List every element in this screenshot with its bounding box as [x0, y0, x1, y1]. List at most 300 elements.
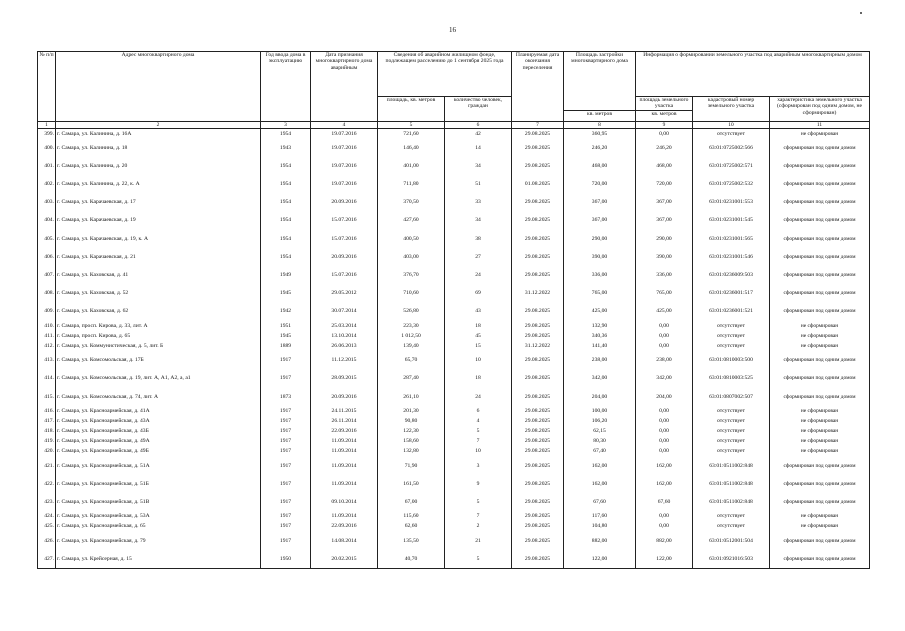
subheader-cadastral: кадастровый номер земельного участка: [693, 97, 770, 122]
cell-residents: 7: [445, 511, 512, 521]
cell-year: 1950: [261, 550, 311, 569]
cell-area: 400,50: [378, 230, 445, 248]
cell-residents: 51: [445, 175, 512, 193]
cell-row-number: 414.: [38, 369, 56, 387]
cell-address: г. Самара, ул. Калинина, д. 22, к. А: [56, 175, 261, 193]
table-row: [38, 369, 870, 387]
cell-land-area: 342,00: [636, 369, 693, 387]
cell-row-number: 422.: [38, 475, 56, 493]
cell-cadastral-number: 63:01:0810003:500: [693, 351, 770, 369]
cell-emergency-date: 11.09.2014: [311, 457, 378, 475]
cell-address: г. Самара, ул. Крейсерная, д. 15: [56, 550, 261, 569]
cell-building-area: 122,00: [564, 550, 636, 569]
cell-row-number: 412.: [38, 341, 56, 351]
cell-residents: 21: [445, 532, 512, 550]
cell-land-characteristic: не сформирован: [770, 521, 870, 531]
subheader-residents: количество человек, граждан: [445, 97, 512, 122]
cell-residents: 5: [445, 550, 512, 569]
column-number: 9: [636, 121, 693, 128]
cell-cadastral-number: отсутствует: [693, 416, 770, 426]
cell-row-number: 427.: [38, 550, 56, 569]
cell-year: 1954: [261, 193, 311, 211]
cell-cadastral-number: отсутствует: [693, 341, 770, 351]
table-row: [38, 475, 870, 493]
column-numbers-row: [38, 121, 870, 128]
cell-area: 201,30: [378, 406, 445, 416]
cell-area: 122,30: [378, 426, 445, 436]
cell-building-area: 67,60: [564, 493, 636, 511]
cell-emergency-date: 11.09.2014: [311, 511, 378, 521]
cell-building-area: 246,20: [564, 139, 636, 157]
cell-cadastral-number: отсутствует: [693, 331, 770, 341]
cell-building-area: 104,80: [564, 521, 636, 531]
cell-row-number: 413.: [38, 351, 56, 369]
cell-emergency-date: 20.09.2016: [311, 193, 378, 211]
cell-building-area: 100,00: [564, 406, 636, 416]
cell-area: 710,60: [378, 284, 445, 302]
cell-cadastral-number: 63:01:0231001:553: [693, 193, 770, 211]
cell-row-number: 403.: [38, 193, 56, 211]
cell-land-characteristic: сформирован под одним домом: [770, 493, 870, 511]
cell-row-number: 402.: [38, 175, 56, 193]
cell-address: г. Самара, просп. Кирова, д. 33, лит. А: [56, 321, 261, 331]
cell-area: 721,60: [378, 128, 445, 139]
table-row: [38, 341, 870, 351]
cell-residents: 9: [445, 475, 512, 493]
cell-relocation-end: 29.08.2025: [512, 532, 564, 550]
column-number: 10: [693, 121, 770, 128]
cell-building-area: 238,00: [564, 351, 636, 369]
cell-land-area: 0,00: [636, 331, 693, 341]
cell-year: 1954: [261, 230, 311, 248]
cell-row-number: 426.: [38, 532, 56, 550]
cell-building-area: 290,00: [564, 230, 636, 248]
cell-residents: 5: [445, 426, 512, 436]
cell-residents: 24: [445, 266, 512, 284]
cell-address: г. Самара, ул. Комсомольская, д. 74, лит. А: [56, 388, 261, 406]
cell-cadastral-number: 63:01:0236001:517: [693, 284, 770, 302]
cell-building-area: 62,15: [564, 426, 636, 436]
cell-row-number: 410.: [38, 321, 56, 331]
cell-emergency-date: 26.11.2014: [311, 416, 378, 426]
cell-building-area: 162,00: [564, 475, 636, 493]
cell-land-area: 67,60: [636, 493, 693, 511]
subheader-area: площадь, кв. метров: [378, 97, 445, 122]
cell-address: г. Самара, ул. Красноармейская, д. 43Б: [56, 426, 261, 436]
cell-land-area: 0,00: [636, 416, 693, 426]
cell-address: г. Самара, ул. Красноармейская, д. 65: [56, 521, 261, 531]
cell-building-area: 425,00: [564, 302, 636, 320]
cell-cadastral-number: 63:01:0810003:525: [693, 369, 770, 387]
emergency-housing-table: [37, 51, 870, 569]
cell-emergency-date: 19.07.2016: [311, 175, 378, 193]
cell-cadastral-number: 63:01:0725002:571: [693, 157, 770, 175]
cell-year: 1954: [261, 157, 311, 175]
cell-year: 1951: [261, 321, 311, 331]
table-row: [38, 406, 870, 416]
cell-address: г. Самара, ул. Калинина, д. 16А: [56, 128, 261, 139]
cell-emergency-date: 25.03.2014: [311, 321, 378, 331]
scan-mark: [860, 12, 862, 14]
cell-emergency-date: 22.09.2016: [311, 521, 378, 531]
cell-land-area: 0,00: [636, 446, 693, 456]
page-number: 16: [449, 26, 456, 34]
table-row: [38, 302, 870, 320]
col-header-year: Год ввода дома в эксплуатацию: [261, 52, 311, 122]
cell-row-number: 420.: [38, 446, 56, 456]
cell-land-characteristic: сформирован под одним домом: [770, 284, 870, 302]
column-number: 1: [38, 121, 56, 128]
cell-building-area: 117,60: [564, 511, 636, 521]
cell-row-number: 418.: [38, 426, 56, 436]
cell-emergency-date: 15.07.2016: [311, 211, 378, 229]
cell-year: 1954: [261, 211, 311, 229]
cell-cadastral-number: 63:01:0921016:503: [693, 550, 770, 569]
cell-year: 1945: [261, 331, 311, 341]
cell-cadastral-number: отсутствует: [693, 426, 770, 436]
cell-residents: 42: [445, 128, 512, 139]
cell-residents: 10: [445, 351, 512, 369]
cell-row-number: 424.: [38, 511, 56, 521]
table-row: [38, 175, 870, 193]
cell-residents: 6: [445, 406, 512, 416]
table-row: [38, 284, 870, 302]
cell-residents: 24: [445, 388, 512, 406]
cell-address: г. Самара, ул. Карачаевская, д. 19: [56, 211, 261, 229]
cell-building-area: 360,95: [564, 128, 636, 139]
cell-row-number: 425.: [38, 521, 56, 531]
cell-land-characteristic: не сформирован: [770, 128, 870, 139]
cell-address: г. Самара, ул. Красноармейская, д. 79: [56, 532, 261, 550]
table-row: [38, 193, 870, 211]
cell-relocation-end: 29.08.2025: [512, 302, 564, 320]
table-row: [38, 493, 870, 511]
cell-land-area: 238,00: [636, 351, 693, 369]
cell-land-characteristic: сформирован под одним домом: [770, 388, 870, 406]
cell-residents: 10: [445, 446, 512, 456]
cell-land-characteristic: сформирован под одним домом: [770, 457, 870, 475]
cell-land-characteristic: не сформирован: [770, 341, 870, 351]
cell-cadastral-number: 63:01:0236001:521: [693, 302, 770, 320]
cell-land-characteristic: сформирован под одним домом: [770, 211, 870, 229]
cell-row-number: 409.: [38, 302, 56, 320]
cell-residents: 18: [445, 321, 512, 331]
cell-land-area: 162,00: [636, 457, 693, 475]
cell-area: 401,00: [378, 157, 445, 175]
column-number: 4: [311, 121, 378, 128]
cell-relocation-end: 31.12.2022: [512, 284, 564, 302]
cell-year: 1917: [261, 493, 311, 511]
cell-land-area: 0,00: [636, 321, 693, 331]
cell-emergency-date: 19.07.2016: [311, 139, 378, 157]
cell-residents: 33: [445, 193, 512, 211]
cell-residents: 18: [445, 369, 512, 387]
table-header: [38, 52, 870, 129]
cell-row-number: 408.: [38, 284, 56, 302]
cell-year: 1917: [261, 457, 311, 475]
cell-residents: 7: [445, 436, 512, 446]
table-row: [38, 532, 870, 550]
cell-residents: 45: [445, 331, 512, 341]
cell-row-number: 415.: [38, 388, 56, 406]
cell-address: г. Самара, ул. Каховская, д. 52: [56, 284, 261, 302]
cell-land-characteristic: сформирован под одним домом: [770, 266, 870, 284]
cell-year: 1917: [261, 351, 311, 369]
cell-land-characteristic: сформирован под одним домом: [770, 351, 870, 369]
cell-row-number: 405.: [38, 230, 56, 248]
cell-residents: 38: [445, 230, 512, 248]
cell-building-area: 367,00: [564, 193, 636, 211]
cell-area: 71,90: [378, 457, 445, 475]
cell-land-area: 204,00: [636, 388, 693, 406]
cell-relocation-end: 29.08.2025: [512, 211, 564, 229]
subheader-land-area: площадь земельного участка: [636, 97, 693, 111]
cell-relocation-end: 29.08.2025: [512, 369, 564, 387]
cell-area: 711,80: [378, 175, 445, 193]
cell-emergency-date: 13.10.2014: [311, 331, 378, 341]
cell-relocation-end: 29.08.2025: [512, 416, 564, 426]
table-body: [38, 128, 870, 568]
cell-address: г. Самара, ул. Красноармейская, д. 51В: [56, 493, 261, 511]
column-number: 8: [564, 121, 636, 128]
table-row: [38, 128, 870, 139]
cell-residents: 14: [445, 139, 512, 157]
cell-emergency-date: 15.07.2016: [311, 230, 378, 248]
cell-emergency-date: 20.09.2016: [311, 248, 378, 266]
cell-area: 261,10: [378, 388, 445, 406]
cell-land-area: 367,00: [636, 211, 693, 229]
cell-relocation-end: 01.08.2025: [512, 175, 564, 193]
column-number: 7: [512, 121, 564, 128]
cell-cadastral-number: 63:01:0512001:504: [693, 532, 770, 550]
cell-area: 139,40: [378, 341, 445, 351]
cell-building-area: 162,00: [564, 457, 636, 475]
cell-cadastral-number: отсутствует: [693, 446, 770, 456]
cell-area: 40,70: [378, 550, 445, 569]
cell-relocation-end: 29.08.2025: [512, 521, 564, 531]
cell-building-area: 336,00: [564, 266, 636, 284]
cell-land-area: 0,00: [636, 511, 693, 521]
col-header-relocation-end: Планируемая дата окончания переселения: [512, 52, 564, 122]
cell-relocation-end: 29.08.2025: [512, 331, 564, 341]
table-row: [38, 266, 870, 284]
cell-land-area: 246,20: [636, 139, 693, 157]
cell-cadastral-number: 63:01:0511002:848: [693, 475, 770, 493]
cell-building-area: 367,00: [564, 211, 636, 229]
cell-cadastral-number: отсутствует: [693, 128, 770, 139]
cell-emergency-date: 11.09.2014: [311, 475, 378, 493]
cell-relocation-end: 29.08.2025: [512, 511, 564, 521]
cell-area: 427,60: [378, 211, 445, 229]
cell-area: 403,00: [378, 248, 445, 266]
cell-land-area: 425,00: [636, 302, 693, 320]
unit-land-area: кв. метров: [636, 110, 693, 121]
cell-row-number: 401.: [38, 157, 56, 175]
cell-cadastral-number: 63:01:0725002:532: [693, 175, 770, 193]
cell-cadastral-number: отсутствует: [693, 321, 770, 331]
cell-year: 1917: [261, 406, 311, 416]
cell-address: г. Самара, ул. Карачаевская, д. 19, к. А: [56, 230, 261, 248]
cell-land-area: 0,00: [636, 341, 693, 351]
cell-cadastral-number: 63:01:0231001:546: [693, 248, 770, 266]
cell-address: г. Самара, ул. Красноармейская, д. 43А: [56, 416, 261, 426]
column-number: 3: [261, 121, 311, 128]
table-row: [38, 457, 870, 475]
table-row: [38, 416, 870, 426]
cell-relocation-end: 29.08.2025: [512, 351, 564, 369]
cell-land-characteristic: сформирован под одним домом: [770, 369, 870, 387]
cell-address: г. Самара, ул. Комсомольская, д. 19, лит. А, А1, А2, а, а1: [56, 369, 261, 387]
cell-area: 115,60: [378, 511, 445, 521]
cell-row-number: 399.: [38, 128, 56, 139]
cell-emergency-date: 28.09.2015: [311, 369, 378, 387]
cell-emergency-date: 11.12.2015: [311, 351, 378, 369]
cell-building-area: 106,20: [564, 416, 636, 426]
cell-year: 1917: [261, 436, 311, 446]
table-row: [38, 426, 870, 436]
cell-relocation-end: 29.08.2025: [512, 457, 564, 475]
cell-land-characteristic: не сформирован: [770, 416, 870, 426]
cell-year: 1917: [261, 532, 311, 550]
cell-residents: 4: [445, 416, 512, 426]
cell-residents: 27: [445, 248, 512, 266]
cell-cadastral-number: отсутствует: [693, 511, 770, 521]
cell-land-characteristic: не сформирован: [770, 331, 870, 341]
cell-land-area: 367,00: [636, 193, 693, 211]
cell-land-characteristic: не сформирован: [770, 321, 870, 331]
subheader-land-char: характеристика земельного участка (сформирован под одним домом, не сформирован): [770, 97, 870, 122]
cell-address: г. Самара, ул. Карачаевская, д. 17: [56, 193, 261, 211]
cell-row-number: 406.: [38, 248, 56, 266]
cell-cadastral-number: 63:01:0231001:545: [693, 211, 770, 229]
cell-year: 1917: [261, 511, 311, 521]
cell-emergency-date: 15.07.2016: [311, 266, 378, 284]
cell-land-characteristic: сформирован под одним домом: [770, 139, 870, 157]
cell-land-area: 290,00: [636, 230, 693, 248]
cell-emergency-date: 19.07.2016: [311, 128, 378, 139]
cell-building-area: 340,36: [564, 331, 636, 341]
cell-land-area: 0,00: [636, 426, 693, 436]
cell-area: 62,60: [378, 521, 445, 531]
cell-building-area: 204,00: [564, 388, 636, 406]
cell-cadastral-number: 63:01:0236009:503: [693, 266, 770, 284]
cell-emergency-date: 09.10.2014: [311, 493, 378, 511]
cell-area: 223,30: [378, 321, 445, 331]
table-row: [38, 511, 870, 521]
cell-row-number: 407.: [38, 266, 56, 284]
cell-area: 370,50: [378, 193, 445, 211]
table-row: [38, 388, 870, 406]
cell-land-area: 882,00: [636, 532, 693, 550]
cell-year: 1945: [261, 284, 311, 302]
cell-address: г. Самара, просп. Кирова, д. 65: [56, 331, 261, 341]
cell-address: г. Самара, ул. Коммунистическая, д. 5, лит. Б: [56, 341, 261, 351]
cell-address: г. Самара, ул. Каховская, д. 62: [56, 302, 261, 320]
cell-land-characteristic: сформирован под одним домом: [770, 475, 870, 493]
cell-cadastral-number: отсутствует: [693, 521, 770, 531]
col-header-building-area: Площадь застройки многоквартирного дома: [564, 52, 636, 111]
cell-relocation-end: 29.08.2025: [512, 321, 564, 331]
cell-residents: 34: [445, 157, 512, 175]
cell-year: 1917: [261, 369, 311, 387]
cell-year: 1917: [261, 521, 311, 531]
cell-land-area: 122,00: [636, 550, 693, 569]
cell-relocation-end: 29.08.2025: [512, 436, 564, 446]
cell-area: 526,80: [378, 302, 445, 320]
cell-area: 135,50: [378, 532, 445, 550]
cell-area: 90,80: [378, 416, 445, 426]
table-row: [38, 351, 870, 369]
cell-land-characteristic: сформирован под одним домом: [770, 532, 870, 550]
cell-address: г. Самара, ул. Красноармейская, д. 41А: [56, 406, 261, 416]
cell-land-characteristic: не сформирован: [770, 446, 870, 456]
cell-relocation-end: 29.08.2025: [512, 157, 564, 175]
cell-area: 146,40: [378, 139, 445, 157]
cell-relocation-end: 29.08.2025: [512, 193, 564, 211]
cell-residents: 15: [445, 341, 512, 351]
cell-emergency-date: 29.05.2012: [311, 284, 378, 302]
cell-address: г. Самара, ул. Красноармейская, д. 53А: [56, 511, 261, 521]
cell-building-area: 80,30: [564, 436, 636, 446]
cell-residents: 69: [445, 284, 512, 302]
cell-address: г. Самара, ул. Калинина, д. 18: [56, 139, 261, 157]
table-row: [38, 550, 870, 569]
cell-land-characteristic: не сформирован: [770, 406, 870, 416]
cell-row-number: 411.: [38, 331, 56, 341]
cell-emergency-date: 30.07.2014: [311, 302, 378, 320]
table-row: [38, 211, 870, 229]
cell-land-characteristic: сформирован под одним домом: [770, 550, 870, 569]
cell-building-area: 141,40: [564, 341, 636, 351]
cell-land-characteristic: сформирован под одним домом: [770, 248, 870, 266]
cell-relocation-end: 29.08.2025: [512, 230, 564, 248]
cell-year: 1954: [261, 248, 311, 266]
cell-relocation-end: 29.08.2025: [512, 266, 564, 284]
cell-land-characteristic: не сформирован: [770, 426, 870, 436]
cell-address: г. Самара, ул. Красноармейская, д. 49А: [56, 436, 261, 446]
cell-land-area: 162,00: [636, 475, 693, 493]
cell-row-number: 417.: [38, 416, 56, 426]
cell-relocation-end: 29.08.2025: [512, 388, 564, 406]
cell-land-area: 720,00: [636, 175, 693, 193]
table-row: [38, 321, 870, 331]
cell-residents: 3: [445, 457, 512, 475]
cell-building-area: 882,00: [564, 532, 636, 550]
col-header-number: № п/п: [38, 52, 56, 122]
cell-row-number: 404.: [38, 211, 56, 229]
table-row: [38, 230, 870, 248]
cell-emergency-date: 11.09.2014: [311, 436, 378, 446]
cell-emergency-date: 20.09.2016: [311, 388, 378, 406]
cell-land-area: 336,00: [636, 266, 693, 284]
cell-land-area: 0,00: [636, 521, 693, 531]
cell-residents: 2: [445, 521, 512, 531]
cell-year: 1954: [261, 128, 311, 139]
cell-address: г. Самара, ул. Комсомольская, д. 17Б: [56, 351, 261, 369]
cell-emergency-date: 26.06.2013: [311, 341, 378, 351]
cell-emergency-date: 22.09.2016: [311, 426, 378, 436]
cell-residents: 34: [445, 211, 512, 229]
cell-building-area: 67,40: [564, 446, 636, 456]
cell-area: 287,40: [378, 369, 445, 387]
cell-cadastral-number: 63:01:0807002:507: [693, 388, 770, 406]
cell-relocation-end: 29.08.2025: [512, 550, 564, 569]
col-header-address: Адрес многоквартирного дома: [56, 52, 261, 122]
cell-building-area: 765,00: [564, 284, 636, 302]
cell-year: 1942: [261, 302, 311, 320]
table-row: [38, 248, 870, 266]
cell-building-area: 390,00: [564, 248, 636, 266]
